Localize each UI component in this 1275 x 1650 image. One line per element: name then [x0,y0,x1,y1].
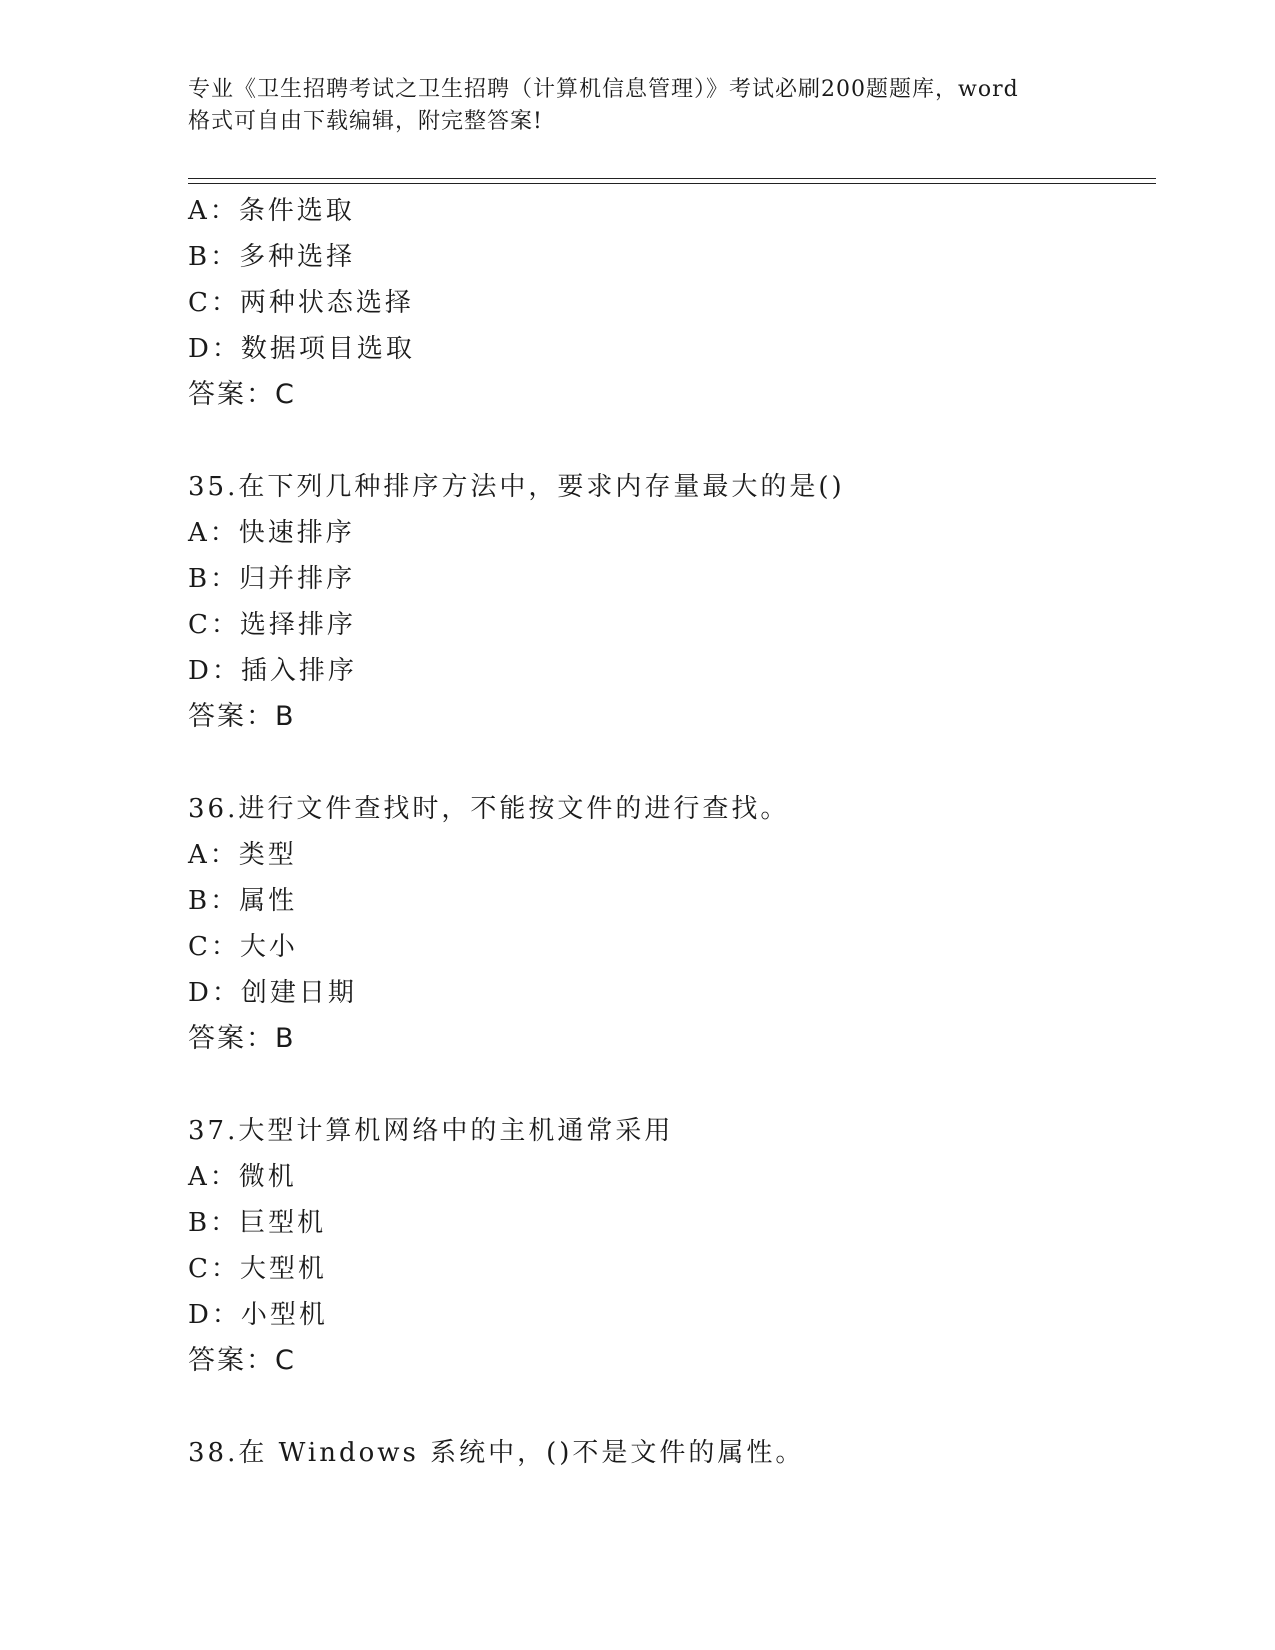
header-divider-bottom [188,183,1156,184]
header-divider-top [188,178,1156,179]
question-34-block [188,188,1148,418]
spacer [188,740,1148,786]
option-c: C：大型机 [188,1254,327,1284]
option-b: B：多种选择 [188,242,356,272]
option-d: D：数据项目选取 [188,334,415,364]
option-c: C：选择排序 [188,610,356,640]
spacer [188,1062,1148,1108]
option-c: C：大小 [188,932,298,962]
option-b: B：巨型机 [188,1208,327,1238]
question-38-block [188,1430,1148,1476]
answer-line: 答案：B [188,1023,296,1054]
question-text: 38.在 Windows 系统中，()不是文件的属性。 [188,1438,805,1468]
spacer [188,1384,1148,1430]
question-36-block [188,786,1148,1062]
question-text: 36.进行文件查找时，不能按文件的进行查找。 [188,794,790,824]
question-35-block [188,464,1148,740]
option-d: D：插入排序 [188,656,357,686]
document-header [188,74,1088,138]
answer-line: 答案：C [188,379,296,410]
answer-line: 答案：B [188,701,296,732]
header-line-2: 格式可自由下载编辑，附完整答案! [188,109,543,134]
option-b: B：属性 [188,886,298,916]
option-b: B：归并排序 [188,564,356,594]
spacer [188,418,1148,464]
header-line-1: 专业《卫生招聘考试之卫生招聘（计算机信息管理）》考试必刷200题题库，word [188,77,1019,102]
option-d: D：小型机 [188,1300,328,1330]
option-c: C：两种状态选择 [188,288,414,318]
question-37-block [188,1108,1148,1384]
question-text: 37.大型计算机网络中的主机通常采用 [188,1116,674,1146]
option-d: D：创建日期 [188,978,357,1008]
option-a: A：微机 [188,1162,297,1192]
question-list [188,188,1148,1476]
question-text: 35.在下列几种排序方法中，要求内存量最大的是() [188,472,845,502]
answer-line: 答案：C [188,1345,296,1376]
option-a: A：类型 [188,840,297,870]
option-a: A：条件选取 [188,196,355,226]
option-a: A：快速排序 [188,518,355,548]
